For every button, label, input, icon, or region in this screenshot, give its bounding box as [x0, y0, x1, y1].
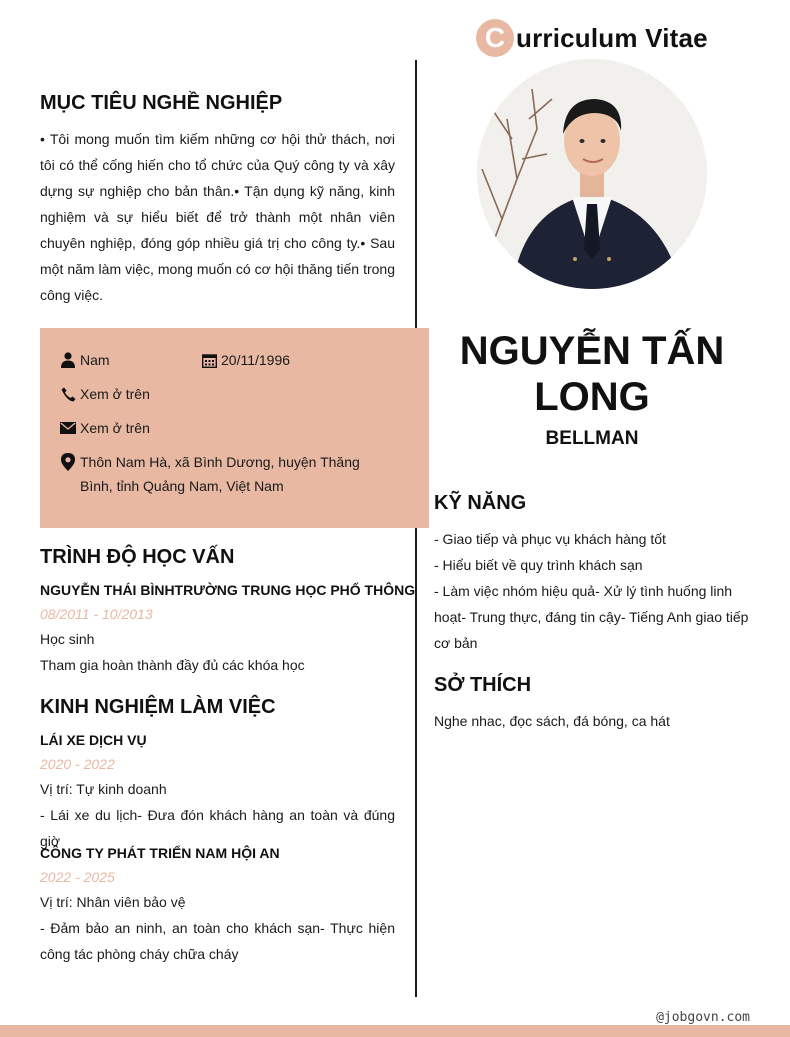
candidate-name: NGUYỄN TẤN LONG: [459, 329, 725, 419]
job-2-desc: - Đảm bảo an ninh, an toàn cho khách sạn- Thực hiện công tác phòng cháy chữa cháy: [40, 920, 395, 962]
skill-item: - Hiểu biết về quy trình khách sạn: [434, 557, 643, 573]
objective-title: MỤC TIÊU NGHỀ NGHIỆP: [40, 92, 283, 114]
contact-gender: [60, 348, 110, 372]
contact-address: [60, 450, 390, 498]
profile-photo: [477, 59, 707, 289]
education-detail: Tham gia hoàn thành đầy đủ các khóa học: [40, 657, 305, 673]
location-pin-icon: [60, 450, 76, 474]
gender-text: Nam: [80, 352, 110, 368]
contact-email: [60, 416, 150, 440]
hobbies-text: Nghe nhac, đọc sách, đá bóng, ca hát: [434, 713, 670, 729]
contact-phone: [60, 382, 150, 406]
skills-list: [434, 526, 764, 656]
education-school: NGUYỄN THÁI BÌNHTRƯỜNG TRUNG HỌC PHỔ THÔNG: [40, 582, 416, 598]
contact-birthday: [201, 348, 290, 372]
education-degree: Học sinh: [40, 631, 95, 647]
column-divider: [415, 60, 417, 997]
envelope-icon: [60, 416, 76, 440]
candidate-position: BELLMAN: [545, 428, 639, 449]
skill-item: - Làm việc nhóm hiệu quả- Xử lý tình huống linh hoạt- Trung thực, đáng tin cậy- Tiếng Anh giao tiếp cơ bản: [434, 583, 749, 651]
job-1-role: Vị trí: Tự kinh doanh: [40, 781, 167, 797]
cv-logo: [476, 18, 708, 58]
logo-letter: C: [476, 19, 514, 57]
education-period: 08/2011 - 10/2013: [40, 606, 153, 622]
contact-box: [40, 328, 429, 528]
objective-text: • Tôi mong muốn tìm kiếm những cơ hội thử thách, nơi tôi có thể cống hiến cho tổ chức của Quý công ty và xây dựng sự nghiệp cho bản thân.• Tận dụng kỹ năng, kinh nghiệm và sự hiểu biết để trở thành một nhân viên chuyên nghiệp, đóng góp nhiều giá trị cho công ty.• Sau một năm làm việc, mong muốn có cơ hội thăng tiến trong công việc.: [40, 131, 395, 303]
skill-item: - Giao tiếp và phục vụ khách hàng tốt: [434, 531, 666, 547]
logo-text: urriculum Vitae: [516, 22, 708, 53]
phone-text: Xem ở trên: [80, 386, 150, 402]
watermark: @jobgovn.com: [656, 1010, 750, 1025]
hobbies-title: SỞ THÍCH: [434, 674, 532, 696]
skills-title: KỸ NĂNG: [434, 492, 527, 514]
job-2-role: Vị trí: Nhân viên bảo vệ: [40, 894, 186, 910]
job-2-company: CÔNG TY PHÁT TRIỂN NAM HỘI AN: [40, 845, 280, 861]
person-icon: [60, 348, 76, 372]
job-2-period: 2022 - 2025: [40, 869, 115, 885]
experience-title: KINH NGHIỆM LÀM VIỆC: [40, 696, 276, 718]
footer-bar: [0, 1025, 790, 1037]
phone-icon: [60, 382, 76, 406]
job-1-desc: - Lái xe du lịch- Đưa đón khách hàng an toàn và đúng giờ: [40, 807, 395, 849]
address-text: Thôn Nam Hà, xã Bình Dương, huyện Thăng Bình, tỉnh Quảng Nam, Việt Nam: [80, 454, 360, 494]
birthday-text: 20/11/1996: [221, 352, 291, 368]
email-text: Xem ở trên: [80, 420, 150, 436]
education-title: TRÌNH ĐỘ HỌC VẤN: [40, 546, 235, 568]
job-1-company: LÁI XE DỊCH VỤ: [40, 732, 147, 748]
calendar-icon: [201, 348, 217, 372]
job-1-period: 2020 - 2022: [40, 756, 115, 772]
